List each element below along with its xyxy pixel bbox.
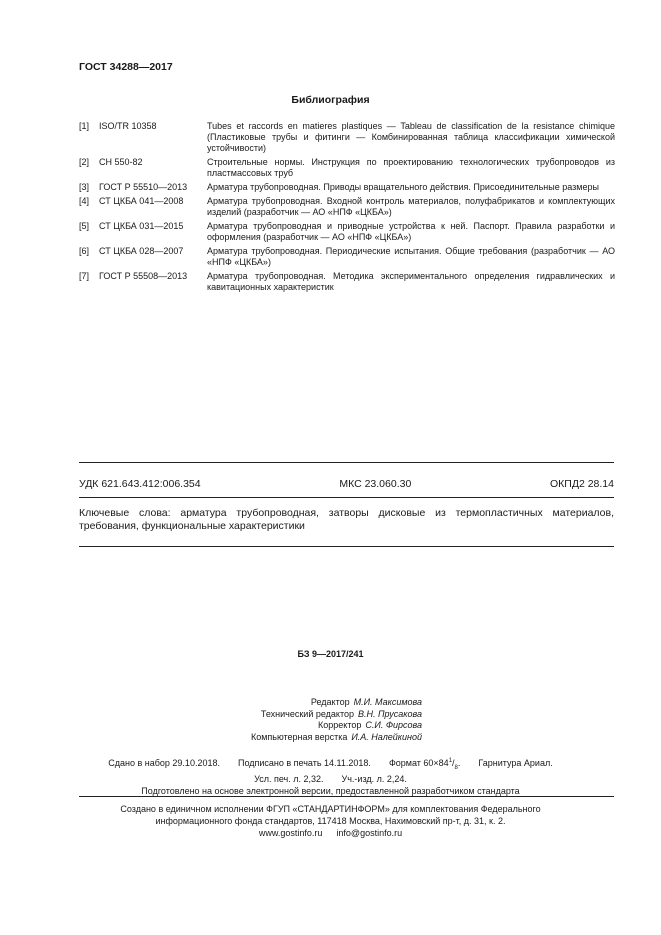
editor-person: С.И. Фирсова — [365, 720, 422, 730]
print-line-1 — [0, 756, 661, 774]
entry-code: СТ ЦКБА 028—2007 — [99, 246, 184, 256]
divider-middle — [79, 497, 614, 498]
editor-line — [120, 732, 422, 744]
prepared-note: Подготовлено на основе электронной версии, предоставленной разработчиком стандарта — [141, 785, 520, 796]
footer — [0, 803, 661, 839]
footer-divider — [79, 796, 614, 797]
printed-sheets: Усл. печ. л. 2,32. — [254, 774, 324, 785]
entry-text: Строительные нормы. Инструкция по проектированию технологических трубопроводов из пластмассовых труб — [207, 157, 615, 178]
entry-code: СТ ЦКБА 041—2008 — [99, 196, 184, 206]
bibliography-entry — [79, 157, 615, 179]
editors-list — [120, 697, 422, 743]
entry-number: [7] — [79, 271, 90, 281]
entry-text: Арматура трубопроводная. Методика экспериментального определения гидравлических и кавитационных характеристик — [207, 271, 615, 292]
editor-line — [120, 720, 422, 732]
email-link[interactable]: info@gostinfo.ru — [336, 828, 403, 838]
editor-role: Редактор — [310, 697, 350, 707]
entry-number: [4] — [79, 196, 90, 206]
bibliography-list — [79, 121, 615, 296]
bibliography-title: Библиография — [291, 94, 370, 106]
signed-date: Подписано в печать 14.11.2018. — [237, 758, 371, 768]
divider-top — [79, 462, 614, 463]
bibliography-entry — [79, 121, 615, 154]
editor-person: М.И. Максимова — [353, 697, 422, 707]
editor-line — [120, 697, 422, 709]
footer-line-2: информационного фонда стандартов, 117418 Москва, Нахимовский пр-т, д. 31, к. 2. — [155, 816, 506, 826]
entry-code: ГОСТ Р 55510—2013 — [99, 182, 188, 192]
entry-text: Арматура трубопроводная. Периодические испытания. Общие требования (разработчик — АО «НПФ «ЦКБА») — [207, 246, 615, 267]
editor-role: Компьютерная верстка — [250, 731, 348, 742]
format-denominator: 8 — [454, 764, 458, 771]
print-line-2 — [0, 774, 661, 786]
editor-person: И.А. Налейкиной — [351, 731, 422, 742]
entry-number: [6] — [79, 246, 90, 256]
entry-code: ГОСТ Р 55508—2013 — [99, 271, 188, 281]
format-prefix: Формат 60×84 — [388, 758, 449, 768]
entry-number: [2] — [79, 157, 90, 167]
entry-code: ISO/TR 10358 — [99, 121, 157, 131]
entry-text: Арматура трубопроводная. Входной контроль материалов, полуфабрикатов и комплектующих изделий (разработчик — АО «НПФ «ЦКБА») — [207, 196, 615, 217]
bibliography-entry — [79, 196, 615, 218]
entry-code: СТ ЦКБА 031—2015 — [99, 221, 184, 231]
udk-code: УДК 621.643.412:006.354 — [79, 478, 201, 490]
format-suffix: . — [457, 758, 461, 768]
footer-contacts — [0, 827, 661, 839]
entry-number: [1] — [79, 121, 90, 131]
print-info — [0, 756, 661, 797]
format-numerator: 1 — [448, 758, 453, 764]
classification-row — [79, 478, 614, 490]
entry-number: [5] — [79, 221, 90, 231]
paper-format: Формат $60\times 84^1/_8$. — [388, 758, 461, 771]
standard-number: ГОСТ 34288—2017 — [79, 61, 173, 73]
editor-person: В.Н. Прусакова — [358, 708, 422, 719]
bibliography-entry — [79, 182, 615, 193]
typeface: Гарнитура Ариал. — [478, 758, 553, 768]
footer-line-1: Создано в единичном исполнении ФГУП «СТАНДАРТИНФОРМ» для комплектования Федерального — [120, 804, 541, 814]
website-link[interactable]: www.gostinfo.ru — [258, 828, 323, 838]
entry-text: Арматура трубопроводная и приводные устройства к ней. Паспорт. Правила разработки и оформления (разработчик — АО «НПФ «ЦКБА») — [207, 221, 615, 242]
publishing-sheets: Уч.-изд. л. 2,24. — [341, 774, 407, 785]
mks-code: МКС 23.060.30 — [339, 478, 412, 490]
bz-number: БЗ 9—2017/241 — [297, 649, 364, 659]
editor-role: Технический редактор — [260, 708, 354, 719]
divider-bottom — [79, 546, 614, 547]
entry-text: Tubes et raccords en matieres plastiques — Tableau de classification de la resistance chimique (Пластиковые трубы и фитинги — Комбинированная таблица классификации химической устойчивости) — [207, 121, 615, 153]
keywords: Ключевые слова: арматура трубопроводная, затворы дисковые из термопластичных материалов, требования, функциональные характеристики — [79, 507, 614, 532]
bibliography-entry — [79, 221, 615, 243]
entry-code: СН 550-82 — [99, 157, 143, 167]
entry-text: Арматура трубопроводная. Приводы вращательного действия. Присоединительные размеры — [207, 182, 599, 192]
okpd-code: ОКПД2 28.14 — [550, 478, 614, 490]
entry-number: [3] — [79, 182, 90, 192]
bibliography-entry — [79, 246, 615, 268]
sent-date: Сдано в набор 29.10.2018. — [108, 758, 220, 768]
bibliography-entry — [79, 271, 615, 293]
editor-role: Корректор — [318, 720, 362, 730]
editor-line — [120, 709, 422, 721]
